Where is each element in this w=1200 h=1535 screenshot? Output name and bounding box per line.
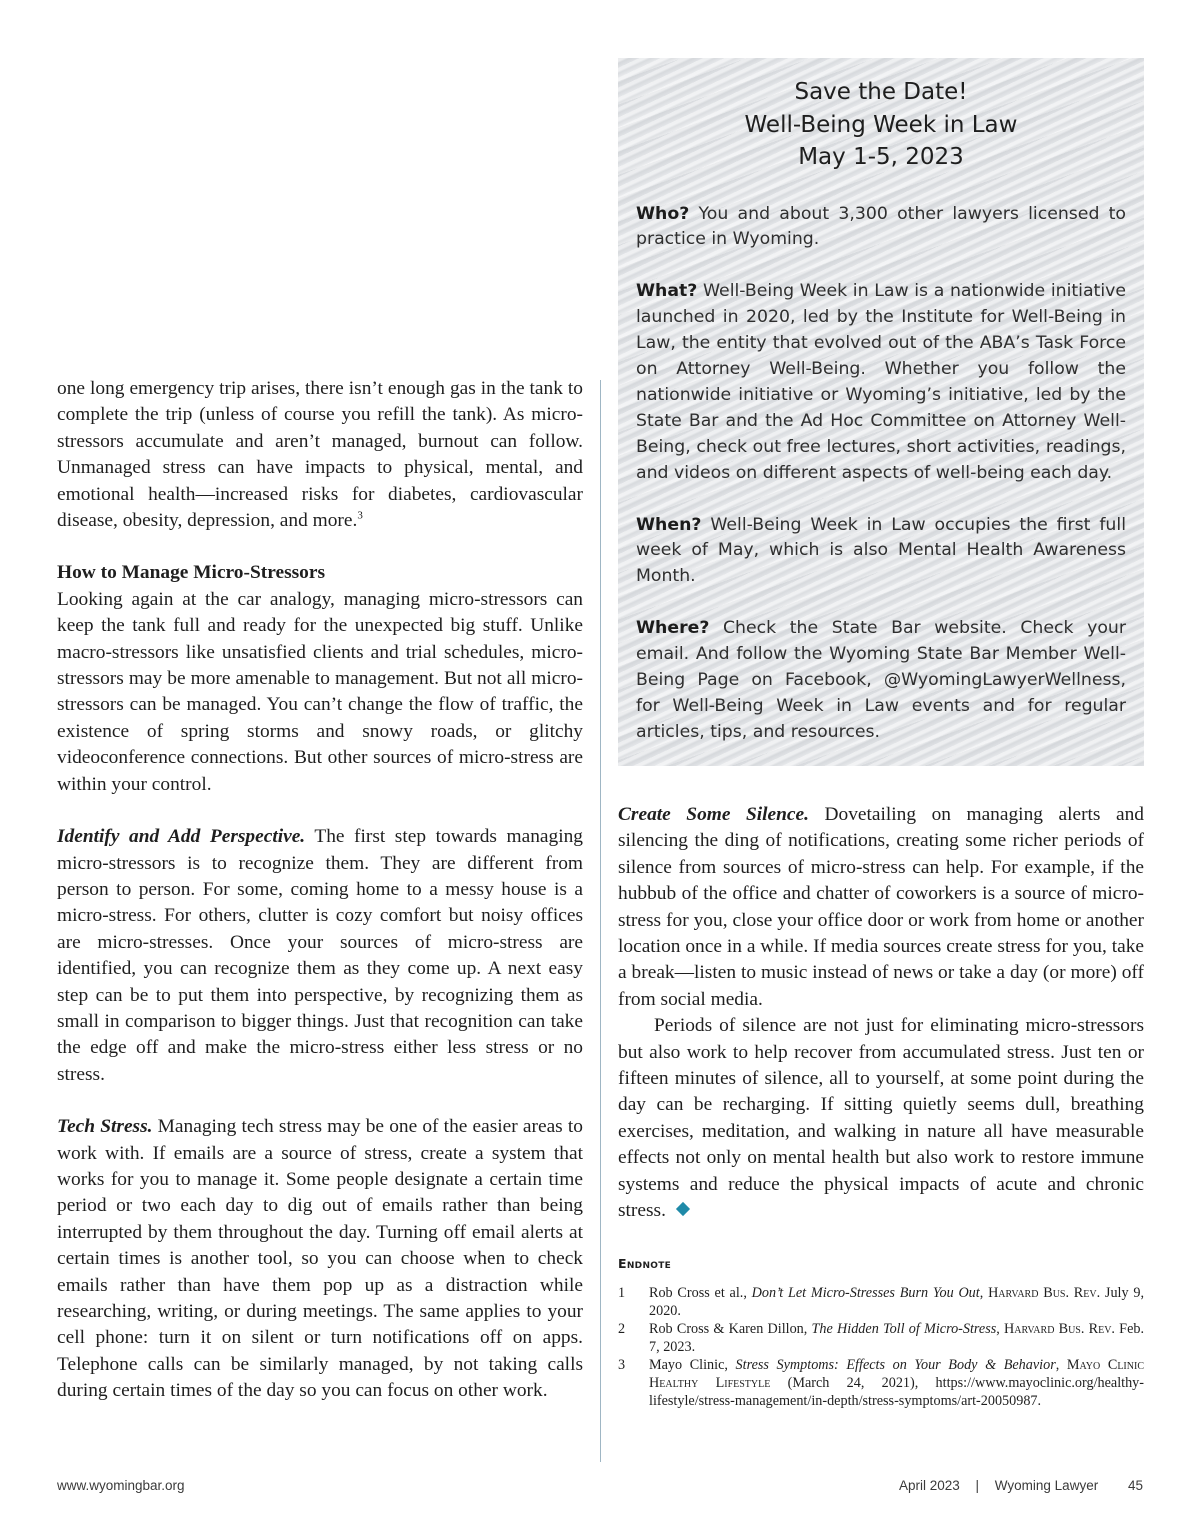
periods-paragraph	[618, 1013, 1144, 1224]
identify-body: The first step towards managing micro-stressors is to recognize them. They are different from person to person. For some, coming home to a messy house is a micro-stress. For others, clutter is cozy comfort but noisy offices are micro-stresses. Once your sources of micro-stress are identified, you can recognize them as they come up. A next easy step can be to put them into perspective, by recognizing them as small in comparison to bigger things. Just that recognition can take the edge off and make the micro-stress either less stress or no stress.	[57, 826, 583, 1085]
identify-lead: Identify and Add Perspective.	[57, 826, 306, 848]
column-divider	[600, 380, 601, 1462]
endnote-author: Rob Cross & Karen Dillon,	[649, 1321, 812, 1337]
endnote-source: Harvard Bus. Rev.	[1004, 1321, 1115, 1337]
endnote-sep: ,	[1055, 1357, 1067, 1373]
endnote-item-1	[618, 1284, 1144, 1320]
endnote-title-italic: Stress Symptoms: Effects on Your Body & Behavior	[735, 1357, 1056, 1373]
endnote-author: Mayo Clinic,	[649, 1357, 736, 1373]
sidebar-where	[636, 616, 1126, 746]
sidebar-where-text: Check the State Bar website. Check your email. And follow the Wyoming State Bar Member Well-Being Page on Facebook, @WyomingLawyerWellness, for Well-Being Week in Law events and for regular articles, tips, and resources.	[636, 618, 1126, 742]
endnote-date[interactable]: (March 24, 2021), https://www.mayoclinic.org/healthy-lifestyle/stress-management/in-depth/stress-symptoms/art-20050987.	[649, 1375, 1144, 1409]
endnote-source: Harvard Bus. Rev.	[988, 1285, 1101, 1301]
endnotes-list	[618, 1284, 1144, 1410]
sidebar-who	[636, 202, 1126, 254]
endnote-sep: ,	[996, 1321, 1005, 1337]
sidebar-when-text: Well-Being Week in Law occupies the first full week of May, which is also Mental Health Awareness Month.	[636, 514, 1126, 587]
endnote-text	[649, 1356, 1144, 1410]
sidebar-title-line-3: May 1-5, 2023	[798, 144, 964, 170]
save-the-date-sidebar	[618, 58, 1144, 766]
endnote-source: Mayo Clinic Healthy Lifestyle	[649, 1357, 1144, 1391]
periods-body: Periods of silence are not just for eliminating micro-stressors but also work to help recover from accumulated stress. Just ten or fifteen minutes of silence, all to yourself, at some point during the day can be recharging. If sitting quietly seems dull, breathing exercises, meditation, and walking in nature all have measurable effects not only on mental health but also work to restore immune systems and reduce the physical impacts of acute and chronic stress.	[618, 1015, 1144, 1222]
footer-issue-date: April 2023	[898, 1478, 960, 1493]
sidebar-what	[636, 279, 1126, 486]
sidebar-what-text: Well-Being Week in Law is a nationwide initiative launched in 2020, led by the Institute for Well-Being in Law, the entity that evolved out of the ABA’s Task Force on Attorney Well-Being. Whether you follow the nationwide initiative or Wyoming’s initiative, led by the State Bar and the Ad Hoc Committee on Attorney Well-Being, check out free lectures, short activities, readings, and videos on different aspects of well-being each day.	[636, 281, 1126, 483]
silence-body: Dovetailing on managing alerts and silencing the ding of notifications, creating some richer periods of silence from sources of micro-stress can help. For example, if the hubbub of the office and chatter of coworkers is a source of micro-stress for you, close your office door or work from home or another location once in a while. If media sources create stress for you, take a break—listen to music instead of news or take a day (or more) off from social media.	[618, 804, 1144, 1010]
right-column	[618, 802, 1144, 1225]
sidebar-title-line-2: Well-Being Week in Law	[744, 111, 1018, 138]
tech-paragraph	[57, 1114, 583, 1404]
endnote-number: 2	[618, 1321, 626, 1337]
endnote-date: July 9, 2020.	[649, 1285, 1144, 1319]
sidebar-where-label: Where?	[636, 618, 710, 639]
endnote-title-italic: The Hidden Toll of Micro-Stress	[811, 1321, 997, 1337]
silence-lead: Create Some Silence.	[618, 804, 809, 825]
section-heading: How to Manage Micro-Stressors	[57, 562, 326, 584]
sidebar-what-label: What?	[636, 281, 698, 302]
endnote-number: 1	[618, 1285, 626, 1301]
sidebar-when	[636, 513, 1126, 591]
footer-separator: |	[975, 1478, 980, 1493]
endnote-heading: Endnote	[618, 1256, 672, 1271]
endnote-date: Feb. 7, 2023.	[649, 1321, 1145, 1355]
heading-body-paragraph: Looking again at the car analogy, managing micro-stressors can keep the tank full and ready for the unexpected big stuff. Unlike macro-stressors like unsatisfied clients and trial schedules, micro-stressors may be more amenable to management. But not all micro-stressors can be managed. You can’t change the flow of traffic, the existence of spring storms and snowy roads, or glitchy videoconference connections. But other sources of micro-stress are within your control.	[57, 588, 583, 795]
left-column	[57, 376, 583, 1405]
tech-body: Managing tech stress may be one of the easier areas to work with. If emails are a source of stress, create a system that works for you to manage it. Some people designate a certain time period or two each day to dig out of emails rather than being interrupted by them throughout the day. Turning off email alerts at certain times is another tool, so you can choose when to check emails rather than have them pop up as a distraction while researching, writing, or during meetings. The same applies to your cell phone: turn it on silent or turn notifications off on apps. Telephone calls can be similarly managed, by not taking calls during certain times of the day so you can focus on other work.	[57, 1116, 583, 1402]
intro-paragraph	[57, 376, 583, 534]
sidebar-who-label: Who?	[636, 203, 690, 224]
identify-paragraph	[57, 824, 583, 1088]
endnote-item-3	[618, 1356, 1144, 1410]
silence-paragraph	[618, 802, 1144, 1013]
endnote-item-2	[618, 1320, 1144, 1356]
footer-issue-info	[899, 1478, 1143, 1493]
intro-text: one long emergency trip arises, there isn’t enough gas in the tank to complete the trip (unless of course you refill the tank). As micro-stressors accumulate and aren’t managed, burnout can follow. Unmanaged stress can have impacts to physical, mental, and emotional health—increased risks for diabetes, cardiovascular disease, obesity, depression, and more.	[57, 378, 583, 532]
footer-publication: Wyoming Lawyer	[994, 1478, 1099, 1493]
footer-page-number: 45	[1127, 1478, 1143, 1493]
endnote-ref-3: 3	[357, 509, 363, 522]
tech-lead: Tech Stress.	[57, 1116, 153, 1138]
sidebar-title-line-1: Save the Date!	[794, 79, 968, 105]
endnote-sep: ,	[979, 1285, 989, 1301]
footer-website[interactable]: www.wyomingbar.org	[57, 1478, 185, 1493]
end-of-article-diamond-icon	[676, 1202, 690, 1216]
endnote-author: Rob Cross et al.,	[649, 1285, 752, 1301]
endnote-title-italic: Don’t Let Micro-Stresses Burn You Out	[751, 1285, 980, 1301]
endnote-text	[649, 1284, 1144, 1320]
endnote-number: 3	[618, 1357, 626, 1373]
sidebar-title	[636, 76, 1126, 174]
endnote-text	[649, 1320, 1144, 1356]
sidebar-when-label: When?	[636, 514, 702, 535]
sidebar-who-text: You and about 3,300 other lawyers licensed to practice in Wyoming.	[636, 203, 1126, 250]
